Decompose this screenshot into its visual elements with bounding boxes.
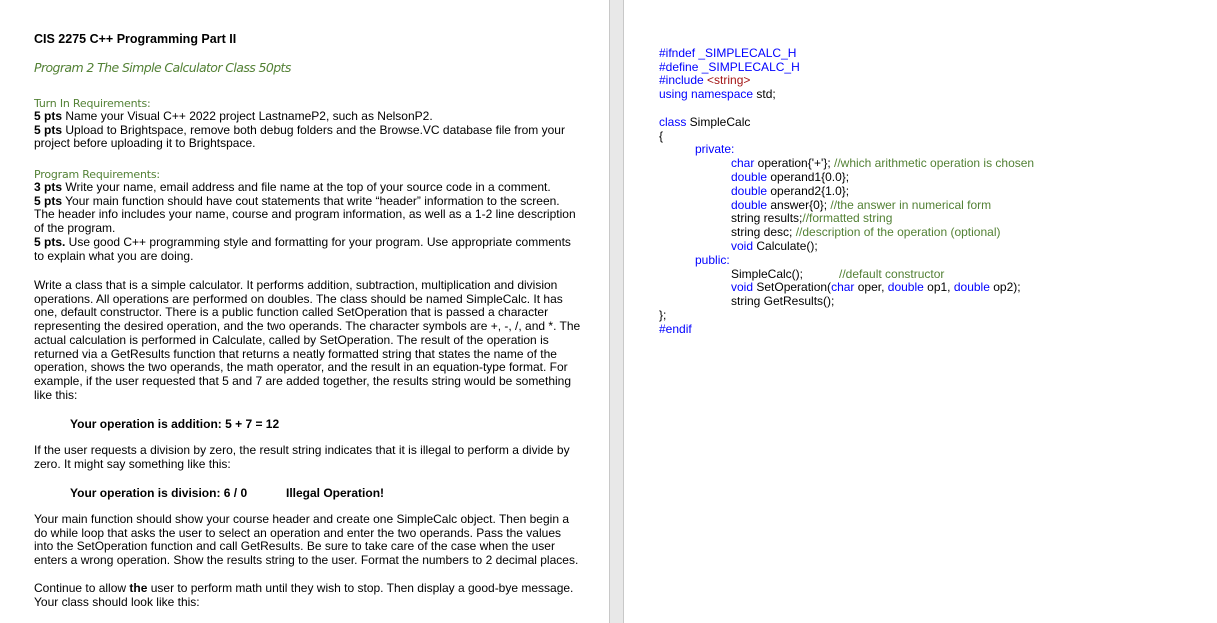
code-text: op2);: [989, 280, 1021, 294]
keyword: double: [887, 280, 924, 294]
code-text: operation{'+'};: [754, 156, 834, 170]
code-line-public: public:: [695, 253, 730, 267]
code-comment: //which arithmetic operation is chosen: [834, 156, 1035, 170]
code-line-class: [659, 116, 750, 130]
course-title: CIS 2275 C++ Programming Part II: [34, 32, 237, 46]
program-item: [34, 236, 582, 263]
example-division-error: Illegal Operation!: [286, 486, 385, 500]
preprocessor-directive: #include: [659, 73, 708, 87]
code-text: SetOperation(: [753, 280, 832, 294]
code-text: answer{0};: [767, 198, 831, 212]
program-item: [34, 181, 582, 195]
code-line-member-operand2: [731, 185, 849, 199]
code-text: string GetResults();: [731, 294, 835, 308]
code-line-member-results: [731, 212, 892, 226]
code-line-include: [659, 74, 750, 88]
keyword: double: [731, 184, 768, 198]
right-code-page: [624, 0, 1217, 623]
requirement-text: Upload to Brightspace, remove both debug folders and the Browse.VC database file from your project before uploading it to Brightspace.: [34, 122, 565, 151]
code-text: SimpleCalc();: [731, 267, 804, 281]
keyword: double: [731, 170, 768, 184]
code-text: operand1{0.0};: [767, 170, 850, 184]
points-label: 5 pts.: [34, 234, 66, 249]
example-addition: Your operation is addition: 5 + 7 = 12: [70, 417, 280, 431]
turn-in-heading: Turn In Requirements:: [34, 97, 151, 110]
keyword: void: [731, 239, 754, 253]
code-line-open-brace: {: [659, 129, 664, 143]
requirement-text: Use good C++ programming style and formatting for your program. Use appropriate comments to explain what you are doing.: [34, 234, 571, 263]
keyword: char: [731, 156, 755, 170]
code-text: Calculate();: [753, 239, 818, 253]
program-item: [34, 195, 582, 236]
keyword: class: [659, 115, 687, 129]
preprocessor-directive: #ifndef _SIMPLECALC_H: [659, 46, 797, 60]
code-line-member-operation: [731, 157, 1034, 171]
keyword: double: [953, 280, 990, 294]
points-label: 3 pts: [34, 180, 63, 194]
code-comment: //description of the operation (optional): [795, 225, 1001, 239]
example-division-operation: Your operation is division: 6 / 0: [70, 486, 248, 500]
points-label: 5 pts: [34, 193, 63, 208]
code-line-using: [659, 88, 776, 102]
code-comment: //formatted string: [802, 211, 893, 225]
code-line-setoperation: [731, 281, 1021, 295]
code-text: std;: [753, 87, 776, 101]
code-line-ifndef: [659, 47, 796, 61]
code-line-member-calculate: [731, 240, 818, 254]
turn-in-item: [34, 110, 582, 124]
points-label: 5 pts: [34, 122, 63, 137]
continue-text-bold: the: [129, 581, 148, 595]
program-requirements-list: [34, 181, 582, 263]
keyword: double: [731, 198, 768, 212]
keyword: void: [731, 280, 754, 294]
class-name: SimpleCalc: [686, 115, 751, 129]
program-subtitle: Program 2 The Simple Calculator Class 50pts: [34, 60, 291, 75]
code-line-member-operand1: [731, 171, 849, 185]
program-requirements-heading: Program Requirements:: [34, 168, 160, 181]
code-text: op1,: [923, 280, 954, 294]
continue-text-part: Continue to allow: [34, 581, 130, 595]
requirement-text: Name your Visual C++ 2022 project LastnameP2, such as NelsonP2.: [62, 109, 433, 123]
code-comment: //the answer in numerical form: [830, 198, 992, 212]
code-text: operand2{1.0};: [767, 184, 850, 198]
continue-text: [34, 582, 582, 609]
code-line-member-desc: [731, 226, 1001, 240]
page-gutter: [609, 0, 624, 623]
points-label: 5 pts: [34, 109, 63, 123]
include-header: <string>: [707, 73, 751, 87]
code-line-close-brace: };: [659, 308, 667, 322]
keyword: char: [831, 280, 855, 294]
turn-in-item: [34, 124, 582, 151]
requirement-text: Write your name, email address and file name at the top of your source code in a comment.: [62, 180, 551, 194]
preprocessor-directive: #define _SIMPLECALC_H: [659, 60, 800, 74]
code-line-endif: #endif: [659, 322, 692, 336]
continue-text-part: user to perform math until they wish to stop. Then display a good-bye message. Your class should look like this:: [34, 581, 574, 609]
code-comment-constructor: //default constructor: [839, 267, 945, 281]
code-line-getresults: [731, 295, 834, 309]
code-text: string results;: [731, 211, 803, 225]
divide-by-zero-text: If the user requests a division by zero, the result string indicates that it is illegal to perform a divide by zero. It might say something like this:: [34, 443, 570, 471]
main-function-text: Your main function should show your course header and create one SimpleCalc object. Then begin a do while loop that asks the user to select an operation and enter the two operands. Pass the values into the SetOperation function and call GetResults. Be sure to take care of the case when the user enters a wrong operation. Show the results string to the user. Format the numbers to 2 decimal places.: [34, 512, 579, 568]
keyword: using namespace: [659, 87, 754, 101]
assignment-description: Write a class that is a simple calculator. It performs addition, subtraction, multiplication and division operations. All operations are performed on doubles. The class should be named SimpleCalc. It has one, default constructor. There is a public function called SetOperation that is passed a character representing the desired operation, and the two operands. The character symbols are +, -, /, and *. The actual calculation is performed in Calculate, called by SetOperation. The result of the operation is returned via a GetResults function that returns a neatly formatted string that states the name of the operation, shows the two operands, the math operator, and the result in an equation-type format. For example, if the user requested that 5 and 7 are added together, the results string would be something like this:: [34, 278, 581, 402]
requirement-text: Your main function should have cout statements that write “header” information to the screen. The header info includes your name, course and program information, as well as a 1-2 line description of the program.: [34, 193, 576, 236]
code-line-private: private:: [695, 142, 735, 156]
code-text: oper,: [854, 280, 888, 294]
turn-in-list: [34, 110, 582, 151]
code-text: string desc;: [731, 225, 796, 239]
